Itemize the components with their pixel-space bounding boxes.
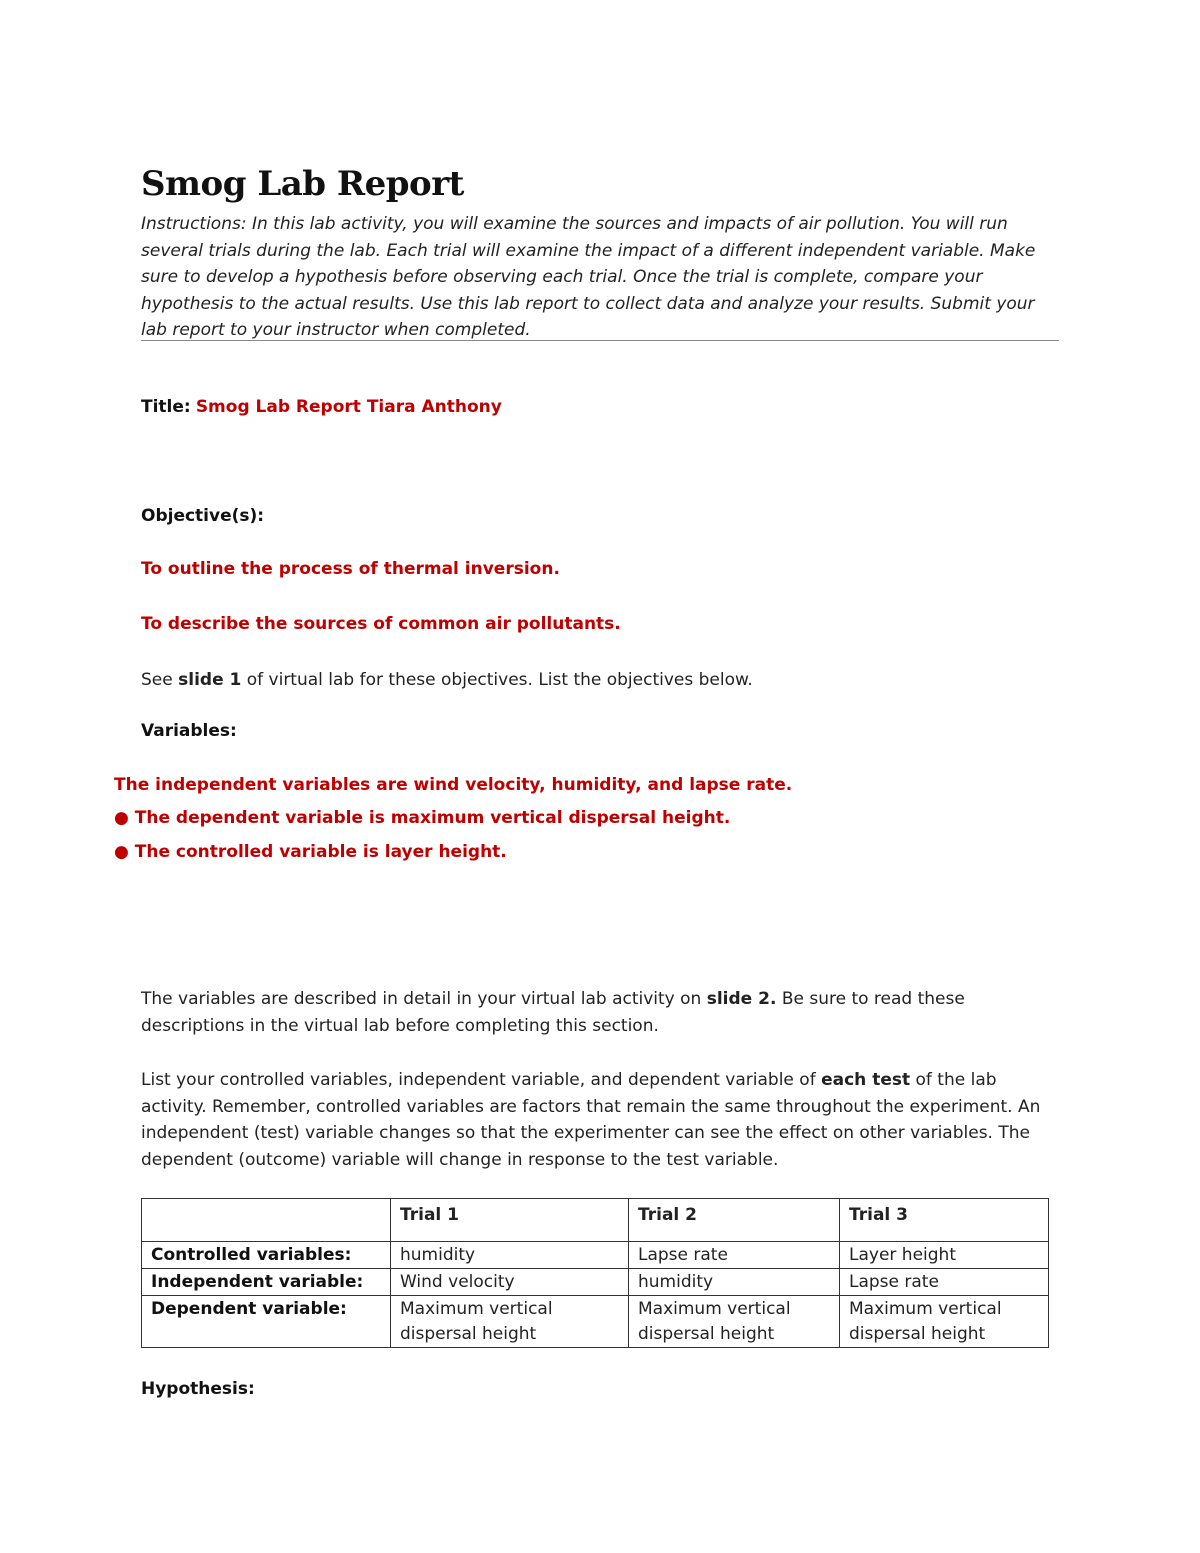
description-text: Be sure to read these descriptions in the virtual lab before completing this section. bbox=[141, 989, 965, 1036]
instructions-text: of the lab activity. Remember, controlled variables are factors that remain the same throughout the experiment. An independent (test) variable changes so that the experimenter can see the effect on other variables. The dependent (outcome) variable will change in response to the test variable. bbox=[141, 1070, 1041, 1170]
row-label: Independent variable: bbox=[142, 1269, 391, 1296]
table-cell: Layer height bbox=[840, 1242, 1049, 1269]
hypothesis-label: Hypothesis: bbox=[141, 1379, 255, 1399]
description-text: The variables are described in detail in your virtual lab activity on bbox=[141, 989, 707, 1009]
table-cell: Lapse rate bbox=[840, 1269, 1049, 1296]
table-header-cell: Trial 1 bbox=[391, 1199, 629, 1242]
row-label: Dependent variable: bbox=[142, 1296, 391, 1348]
slide-reference: slide 1 bbox=[178, 670, 242, 690]
variables-table bbox=[141, 1198, 1049, 1348]
variables-answer: The independent variables are wind velocity, humidity, and lapse rate. bbox=[114, 775, 793, 795]
variables-instructions bbox=[141, 1067, 1046, 1173]
table-header-cell bbox=[142, 1199, 391, 1242]
objectives-note-text: of virtual lab for these objectives. List the objectives below. bbox=[241, 670, 753, 690]
table-cell: Wind velocity bbox=[391, 1269, 629, 1296]
objective-item: To outline the process of thermal inversion. bbox=[141, 559, 560, 579]
table-cell: humidity bbox=[391, 1242, 629, 1269]
table-cell: Lapse rate bbox=[629, 1242, 840, 1269]
variables-answer: ● The controlled variable is layer height. bbox=[114, 842, 507, 862]
table-header-cell: Trial 2 bbox=[629, 1199, 840, 1242]
divider-line bbox=[141, 340, 1059, 341]
instructions-text: List your controlled variables, independent variable, and dependent variable of bbox=[141, 1070, 822, 1090]
table-cell: Maximum vertical dispersal height bbox=[840, 1296, 1049, 1348]
title-label: Title: bbox=[141, 397, 191, 417]
table-row bbox=[142, 1296, 1049, 1348]
table-header-cell: Trial 3 bbox=[840, 1199, 1049, 1242]
row-label: Controlled variables: bbox=[142, 1242, 391, 1269]
page-title: Smog Lab Report bbox=[141, 164, 464, 204]
slide-reference: slide 2. bbox=[706, 989, 777, 1009]
title-value: Smog Lab Report Tiara Anthony bbox=[195, 397, 502, 417]
table-header-row bbox=[142, 1199, 1049, 1242]
objectives-note bbox=[141, 667, 753, 694]
variables-description bbox=[141, 986, 1021, 1039]
objective-item: To describe the sources of common air pollutants. bbox=[141, 614, 621, 634]
variables-answer: ● The dependent variable is maximum vertical dispersal height. bbox=[114, 808, 731, 828]
objectives-label: Objective(s): bbox=[141, 506, 265, 526]
table-row bbox=[142, 1269, 1049, 1296]
emphasis-text: each test bbox=[821, 1070, 911, 1090]
objectives-note-text: See bbox=[141, 670, 179, 690]
title-field bbox=[141, 397, 502, 417]
table-row bbox=[142, 1242, 1049, 1269]
variables-label: Variables: bbox=[141, 721, 237, 741]
table-cell: Maximum vertical dispersal height bbox=[391, 1296, 629, 1348]
instructions-paragraph: Instructions: In this lab activity, you will examine the sources and impacts of air pollution. You will run several trials during the lab. Each trial will examine the impact of a different independent variable. Make sure to develop a hypothesis before observing each trial. Once the trial is complete, compare your hypothesis to the actual results. Use this lab report to collect data and analyze your results. Submit your lab report to your instructor when completed. bbox=[141, 214, 1036, 341]
table-cell: Maximum vertical dispersal height bbox=[629, 1296, 840, 1348]
table-cell: humidity bbox=[629, 1269, 840, 1296]
